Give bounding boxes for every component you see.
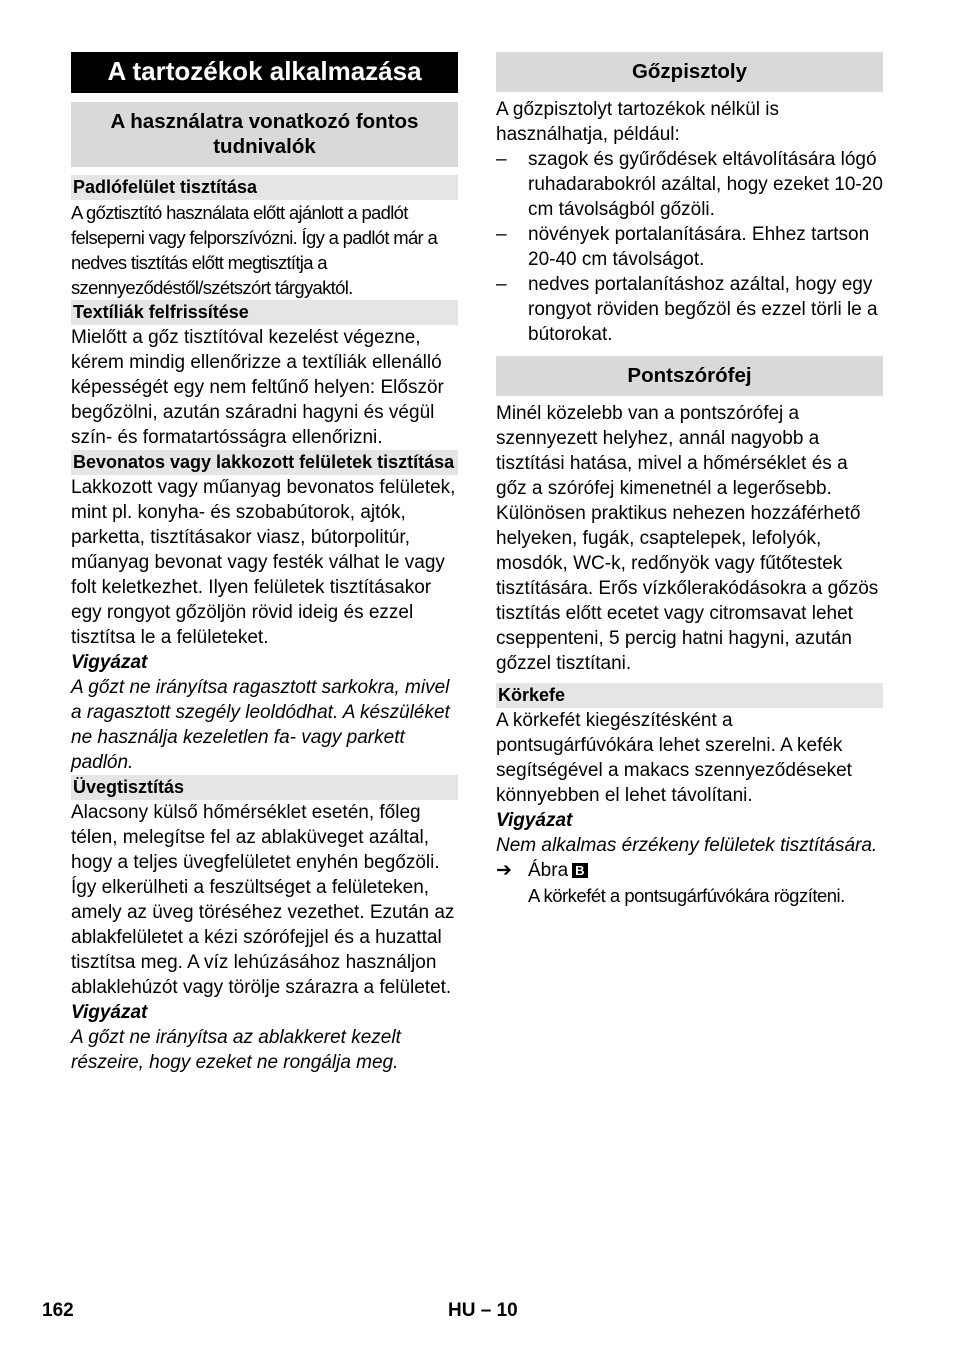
textile-refresh-heading: Textíliák felfrissítése [71, 300, 458, 325]
figure-reference [496, 858, 883, 883]
coated-warning-title: Vigyázat [71, 652, 148, 673]
main-title: A tartozékok alkalmazása [71, 52, 458, 93]
list-item: – növények portalanítására. Ehhez tartson 20-40 cm távolságot. [496, 224, 870, 270]
floor-cleaning-text: A gőztisztító használata előtt ajánlott a padlót felseperni vagy felporszívózni. Így a padlót már a nedves tisztítás előtt megtisztítja a szennyeződéstől/szétszórt tárgyaktól. [71, 202, 438, 298]
page-number: 162 [42, 1300, 74, 1321]
figure-ref-badge: B [572, 863, 587, 878]
glass-cleaning-heading: Üvegtisztítás [71, 775, 458, 800]
arrow-right-icon: ➔ [496, 860, 512, 881]
floor-cleaning-heading: Padlófelület tisztítása [71, 175, 458, 200]
glass-cleaning-text: Alacsony külső hőmérséklet esetén, főleg télen, melegítse fel az ablaküveget azáltal, hogy a teljes üvegfelületet enyhén begőzöli. Így elkerülheti a feszültséget a felületeken, amely az üveg töréséhez vezethet. Ezután az ablakfelületet a kézi szórófejjel és a huzattal tisztítsa meg. A víz lehúzásához használjon ablaklehúzót vagy törölje szárazra a felületet. [71, 802, 455, 998]
round-brush-warning-text: Nem alkalmas érzékeny felületek tisztítására. [496, 835, 878, 856]
coated-surfaces-text: Lakkozott vagy műanyag bevonatos felületek, mint pl. konyha- és szobabútorok, ajtók, parketta, tisztításakor viasz, bútorpolitúr, műanyag bevonat vagy festék válhat le vagy folt keletkezhet. Ilyen felületek tisztításakor egy rongyot gőzöljön rövid ideig és ezzel tisztítsa le a felületeket. [71, 477, 456, 648]
dash-bullet: – [496, 274, 507, 295]
steam-gun-list [496, 147, 883, 347]
section-label: HU – 10 [448, 1300, 518, 1321]
steam-gun-intro: A gőzpisztolyt tartozékok nélkül is használhatja, például: [496, 99, 780, 145]
round-brush-heading: Körkefe [496, 683, 883, 708]
list-item: – nedves portalanításhoz azáltal, hogy egy rongyot röviden begőzöl és ezzel törli le a bútorokat. [496, 274, 878, 345]
round-brush-text: A körkefét kiegészítésként a pontsugárfúvókára lehet szerelni. A kefék segítségével a makacs szennyeződéseket könnyebben el lehet távolítani. [496, 710, 852, 806]
coated-surfaces-heading: Bevonatos vagy lakkozott felületek tisztítása [71, 450, 458, 475]
glass-warning-title: Vigyázat [71, 1002, 148, 1023]
left-column [71, 52, 458, 1075]
dash-bullet: – [496, 224, 507, 245]
steam-gun-title: Gőzpisztoly [496, 52, 883, 92]
step-text: A körkefét a pontsugárfúvókára rögzíteni. [528, 885, 845, 906]
dash-bullet: – [496, 149, 507, 170]
right-column [496, 52, 883, 908]
glass-warning-text: A gőzt ne irányítsa az ablakkeret kezelt részeire, hogy ezeket ne rongálja meg. [71, 1027, 401, 1073]
round-brush-warning-title: Vigyázat [496, 810, 573, 831]
figure-label: Ábra [528, 860, 569, 881]
coated-warning-text: A gőzt ne irányítsa ragasztott sarkokra, mivel a ragasztott szegély leoldódhat. A készüléket ne használja kezeletlen fa- vagy parkett padlón. [71, 677, 450, 773]
point-nozzle-title: Pontszórófej [496, 356, 883, 396]
point-nozzle-text: Minél közelebb van a pontszórófej a szennyezett helyhez, annál nagyobb a tisztítási hatása, mivel a hőmérséklet és a gőz a szórófej kimenetnél a legerősebb. Különösen praktikus nehezen hozzáférhető helyeken, fugák, csaptelepek, lefolyók, mosdók, WC-k, redőnyök vagy fűtőtestek tisztítására. Erős vízkőlerakódásokra a gőzös tisztítás előtt ecetet vagy citromsavat lehet cseppenteni, 5 percig hatni hagyni, azután gőzzel tisztítani. [496, 403, 879, 674]
list-item: – szagok és gyűrődések eltávolítására lógó ruhadarabokról azáltal, hogy ezeket 10-20 cm távolságból gőzöli. [496, 149, 883, 220]
important-notes-title: A használatra vonatkozó fontos tudnivalók [71, 102, 458, 167]
textile-refresh-text: Mielőtt a gőz tisztítóval kezelést végezne, kérem mindig ellenőrizze a textíliák ellenálló képességét egy nem feltűnő helyen: Először begőzölni, azután száradni hagyni és végül szín- és formatartósságra ellenőrizni. [71, 327, 444, 448]
